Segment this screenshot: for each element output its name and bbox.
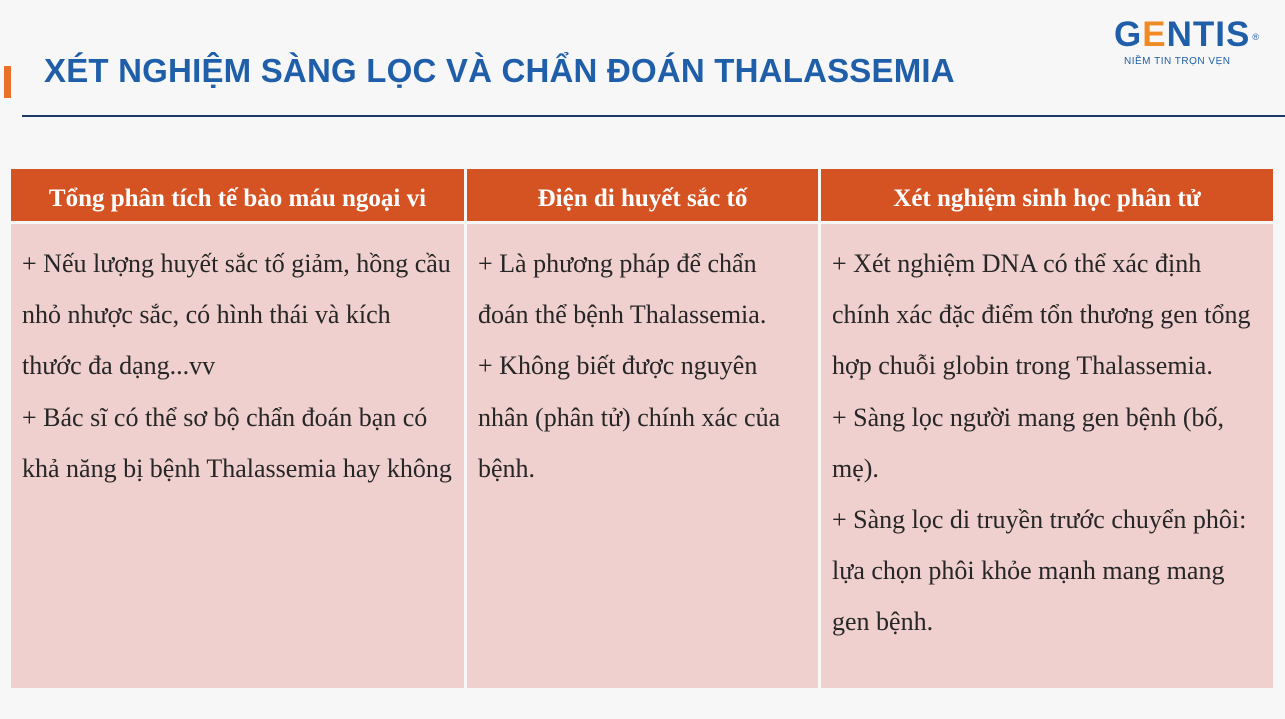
column-body xyxy=(11,224,464,688)
column-body xyxy=(821,224,1273,688)
column-molecular-test xyxy=(821,169,1273,688)
column-electrophoresis xyxy=(467,169,818,688)
title-accent-bar xyxy=(4,66,11,98)
cell-paragraph: + Bác sĩ có thể sơ bộ chẩn đoán bạn có khả năng bị bệnh Thalassemia hay không xyxy=(22,402,452,483)
cell-paragraph: + Sàng lọc di truyền trước chuyển phôi: lựa chọn phôi khỏe mạnh mang mang gen bệnh. xyxy=(832,505,1247,637)
cell-paragraph: + Sàng lọc người mang gen bệnh (bố, mẹ). xyxy=(832,402,1224,483)
cell-paragraph: + Là phương pháp để chẩn đoán thể bệnh Thalassemia. xyxy=(478,249,767,330)
cell-paragraph: + Không biết được nguyên nhân (phân tử) chính xác của bệnh. xyxy=(478,351,781,483)
registered-mark: ® xyxy=(1252,32,1260,42)
comparison-table xyxy=(11,169,1273,688)
logo-tagline: NIỀM TIN TRỌN VẸN xyxy=(1124,56,1231,67)
title-divider xyxy=(22,115,1285,117)
logo-letters-ntis: NTIS xyxy=(1166,15,1251,54)
gentis-logo xyxy=(1114,16,1266,72)
column-header: Xét nghiệm sinh học phân tử xyxy=(821,169,1273,221)
slide-title: XÉT NGHIỆM SÀNG LỌC VÀ CHẨN ĐOÁN THALASSEMIA xyxy=(44,52,955,89)
logo-letter-e: E xyxy=(1142,15,1167,54)
column-blood-count xyxy=(11,169,464,688)
logo-wordmark xyxy=(1114,16,1266,56)
cell-paragraph: + Nếu lượng huyết sắc tố giảm, hồng cầu nhỏ nhược sắc, có hình thái và kích thước đa dạng...vv xyxy=(22,249,451,381)
column-header: Tổng phân tích tế bào máu ngoại vi xyxy=(11,169,464,221)
logo-letter-g: G xyxy=(1114,15,1143,54)
column-body xyxy=(467,224,818,688)
cell-paragraph: + Xét nghiệm DNA có thể xác định chính xác đặc điểm tổn thương gen tổng hợp chuỗi globin trong Thalassemia. xyxy=(832,249,1251,381)
column-header: Điện di huyết sắc tố xyxy=(467,169,818,221)
